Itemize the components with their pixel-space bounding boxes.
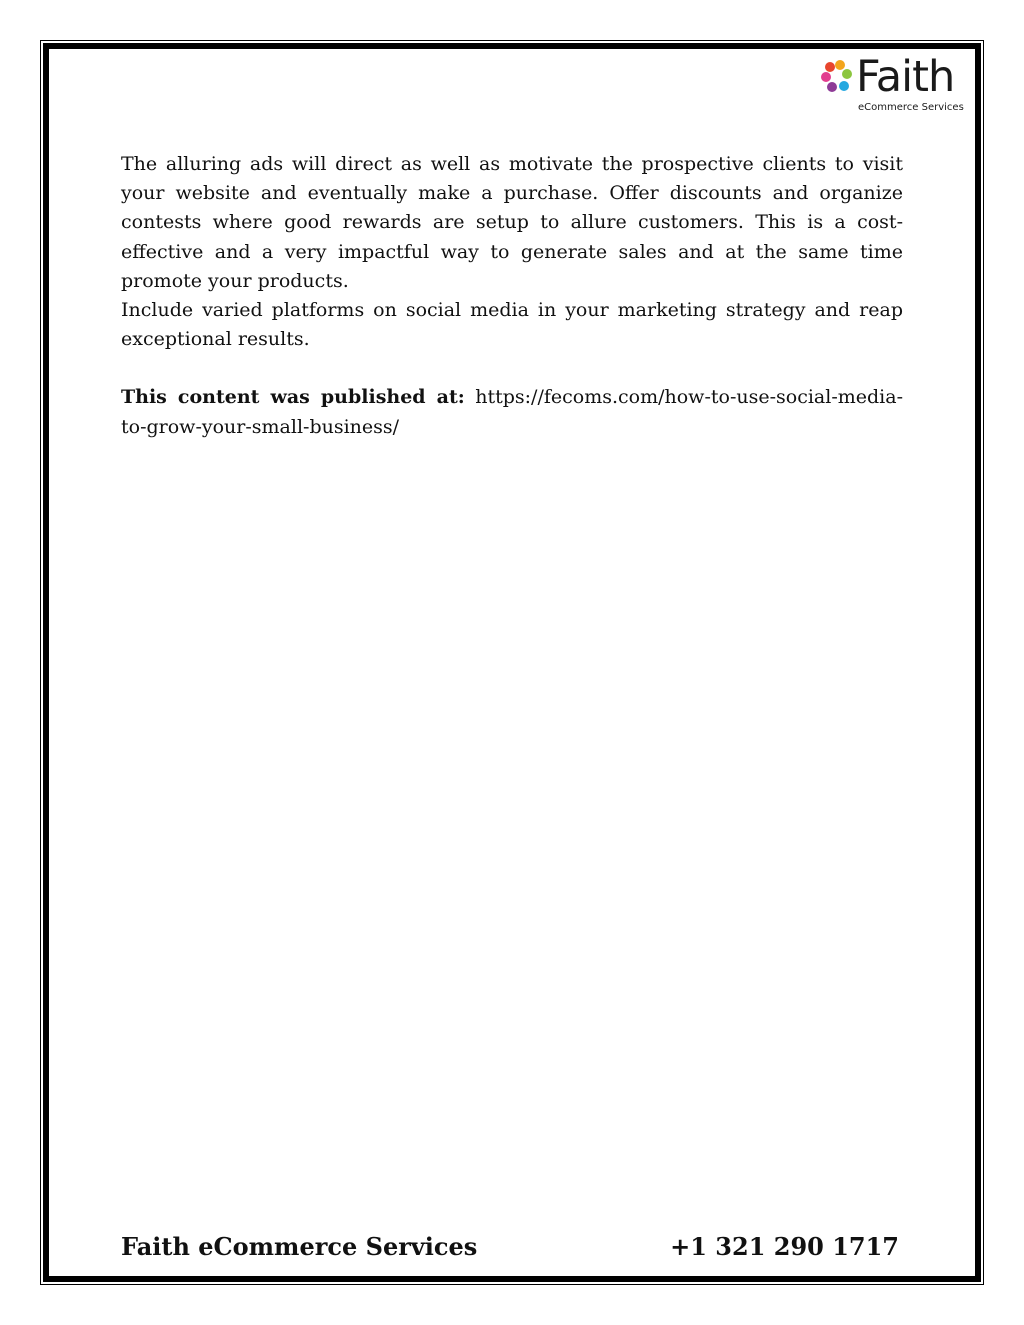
paragraph-spacer xyxy=(121,354,903,383)
published-url-link[interactable]: https://fecoms.com/how-to-use-social-media-to-grow-your-small-business/ xyxy=(121,386,903,438)
footer-phone-number: +1 321 290 1717 xyxy=(670,1232,899,1261)
footer-company-name: Faith eCommerce Services xyxy=(121,1232,478,1261)
logo-brand-name: Faith xyxy=(856,52,955,102)
document-body xyxy=(121,150,903,442)
body-paragraph-1: The alluring ads will direct as well as motivate the prospective clients to visit your website and eventually make a purchase. Offer discounts and organize contests where good rewards are setup to allure customers. This is a cost-effective and a very impactful way to generate sales and at the same time promote your products. xyxy=(121,153,903,292)
flower-icon xyxy=(820,60,854,106)
faith-logo xyxy=(820,52,965,116)
logo-tagline: eCommerce Services xyxy=(858,102,964,113)
published-label: This content was published at: xyxy=(121,386,465,409)
published-line xyxy=(121,383,903,441)
page-footer xyxy=(121,1232,899,1261)
body-paragraph-2: Include varied platforms on social media in your marketing strategy and reap exceptional results. xyxy=(121,299,903,351)
